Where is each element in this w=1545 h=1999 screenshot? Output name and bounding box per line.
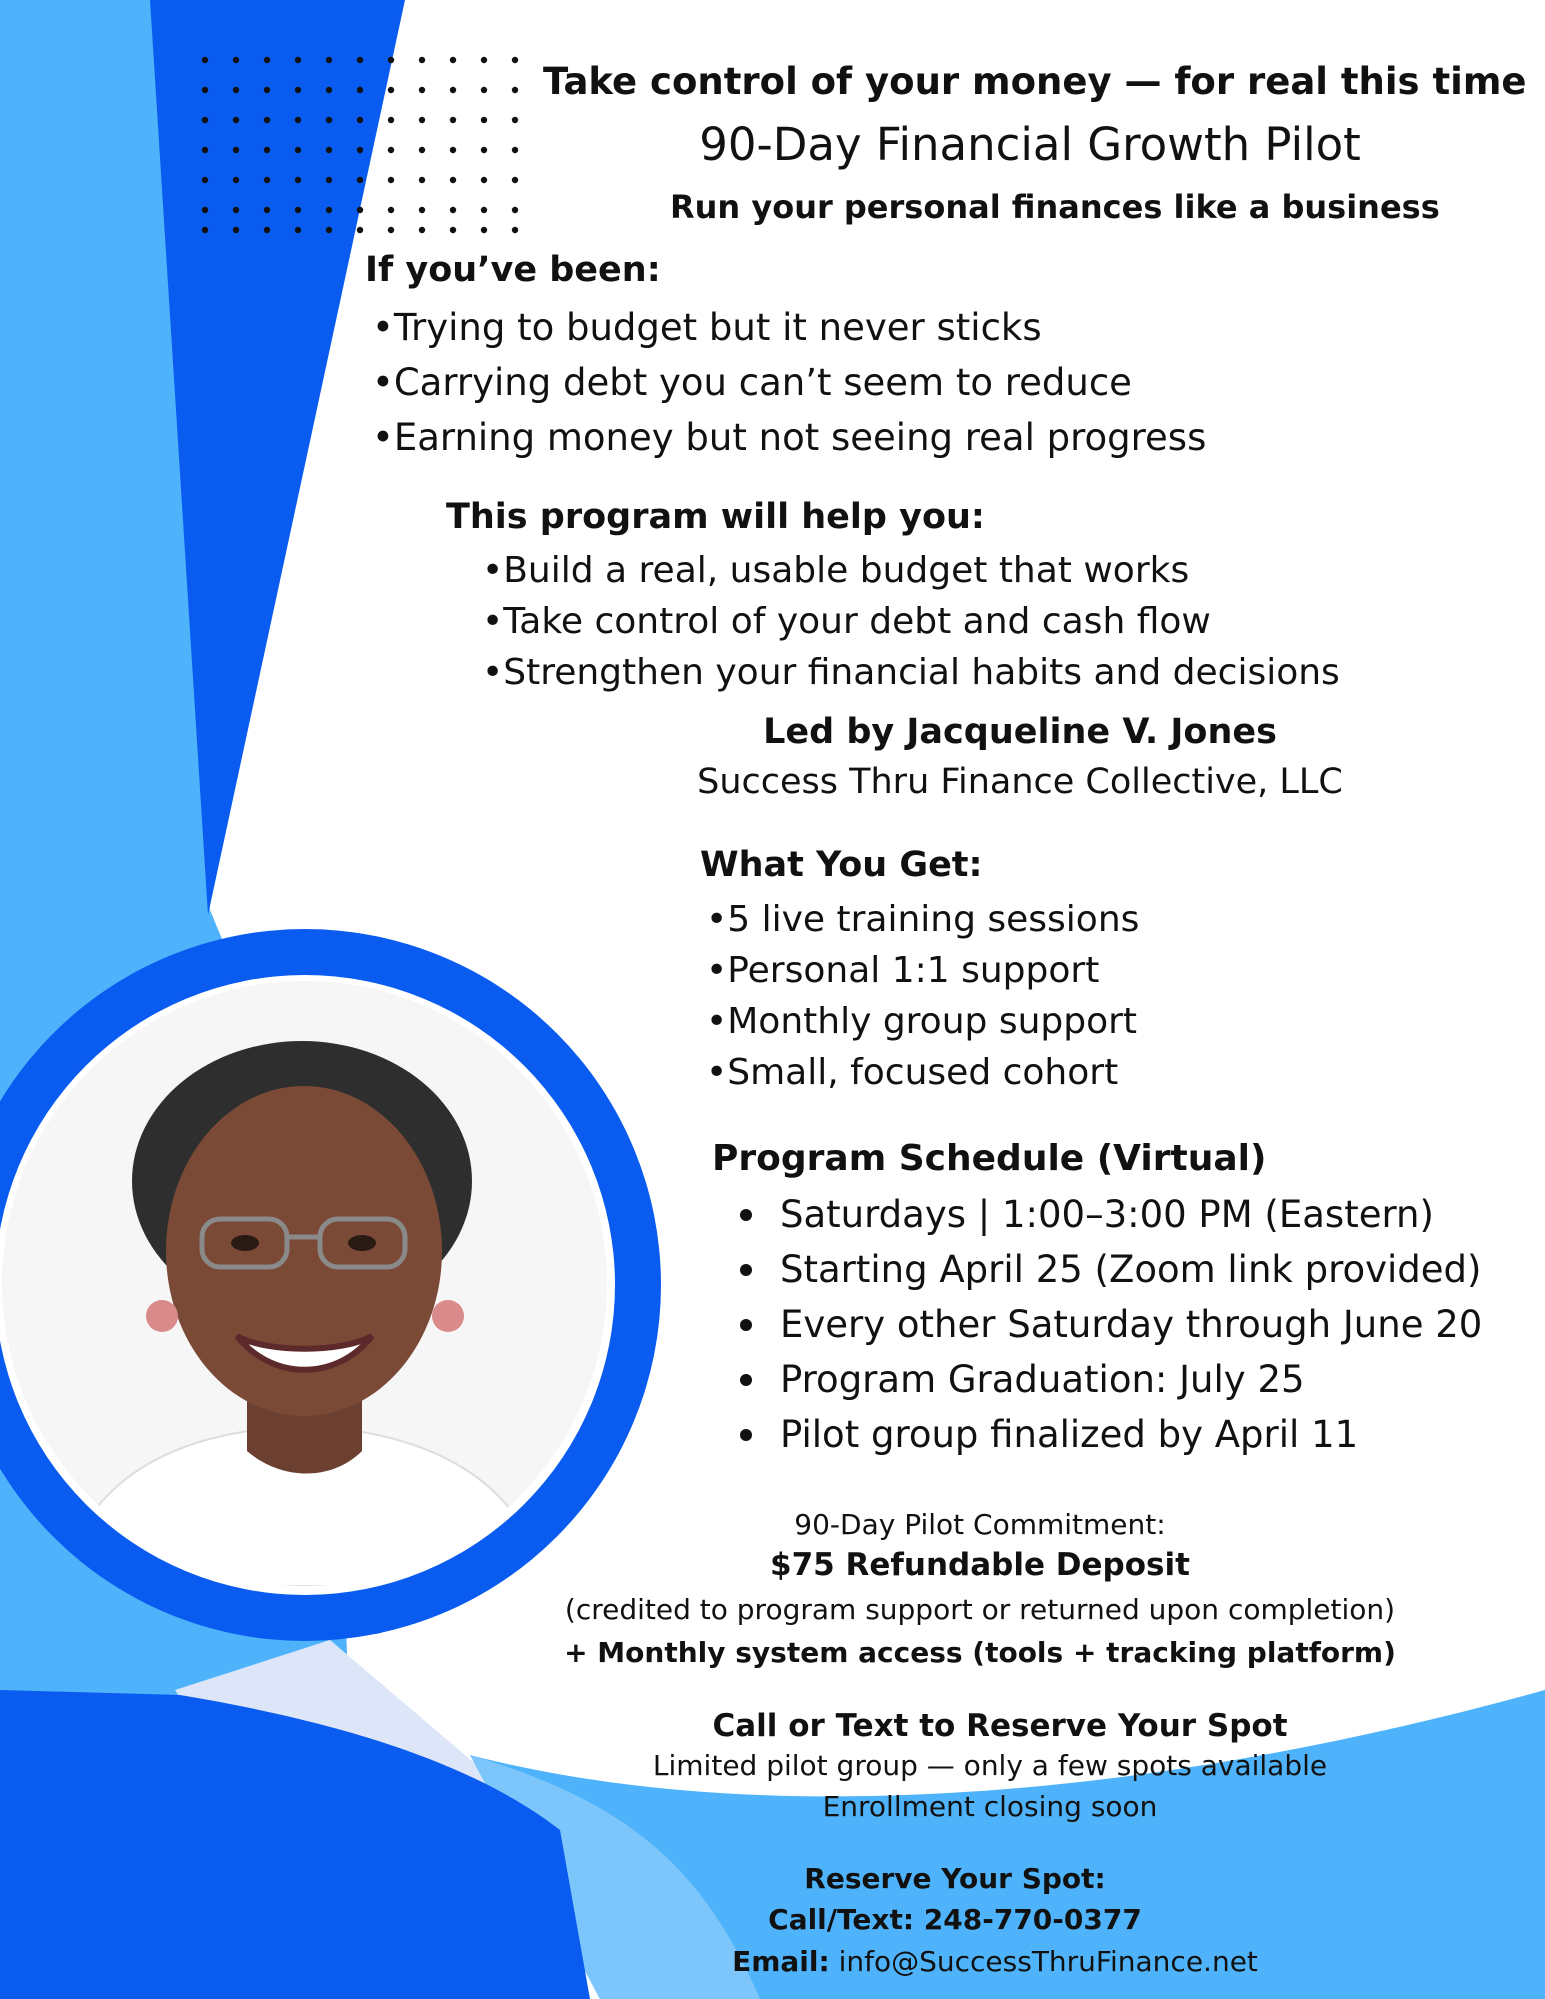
deposit-note: (credited to program support or returned upon completion) [564,1593,1396,1626]
pain-points-list [372,300,1206,465]
dark-blue-bottom [0,1690,590,1999]
headline: Take control of your money — for real this time [543,60,1527,103]
list-item: Program Graduation: July 25 [712,1352,1482,1407]
list-item: Every other Saturday through June 20 [712,1297,1482,1352]
presenter-photo [2,981,607,1586]
limited-spots-note: Limited pilot group — only a few spots available [652,1749,1328,1782]
list-item: • Take control of your debt and cash flow [482,596,1340,647]
list-item: • Trying to budget but it never sticks [372,300,1206,355]
contact-phone[interactable]: Call/Text: 248-770-0377 [768,1903,1142,1936]
list-item: • Strengthen your financial habits and decisions [482,647,1340,698]
system-access-note: + Monthly system access (tools + tracking platform) [564,1636,1396,1669]
what-you-get-heading: What You Get: [700,845,983,885]
schedule-list [712,1187,1482,1462]
list-item: • Earning money but not seeing real progress [372,410,1206,465]
program-benefits-list [482,545,1340,698]
list-item: Pilot group finalized by April 11 [712,1407,1482,1462]
list-item: • Monthly group support [706,996,1139,1047]
list-item: Saturdays | 1:00–3:00 PM (Eastern) [712,1187,1482,1242]
contact-email-line [555,1945,1435,1978]
program-help-heading: This program will help you: [446,497,985,537]
commitment-label: 90-Day Pilot Commitment: [794,1508,1166,1541]
list-item: • 5 live training sessions [706,894,1139,945]
schedule-heading: Program Schedule (Virtual) [712,1138,1267,1179]
reserve-heading: Call or Text to Reserve Your Spot [712,1708,1288,1744]
list-item: • Personal 1:1 support [706,945,1139,996]
email-label: Email: [732,1945,830,1978]
leader-name: Led by Jacqueline V. Jones [763,712,1277,752]
deposit-amount: $75 Refundable Deposit [770,1547,1190,1583]
list-item: • Build a real, usable budget that works [482,545,1340,596]
list-item: • Carrying debt you can’t seem to reduce [372,355,1206,410]
tagline: Run your personal finances like a business [670,188,1440,226]
enrollment-closing-note: Enrollment closing soon [822,1790,1158,1823]
list-item: Starting April 25 (Zoom link provided) [712,1242,1482,1297]
what-you-get-list [706,894,1139,1098]
program-title: 90-Day Financial Growth Pilot [699,118,1361,171]
if-youve-been-heading: If you’ve been: [365,250,661,290]
company-name: Success Thru Finance Collective, LLC [697,762,1343,802]
contact-heading: Reserve Your Spot: [804,1862,1106,1895]
list-item: • Small, focused cohort [706,1047,1139,1098]
email-address[interactable]: info@SuccessThruFinance.net [838,1945,1258,1978]
